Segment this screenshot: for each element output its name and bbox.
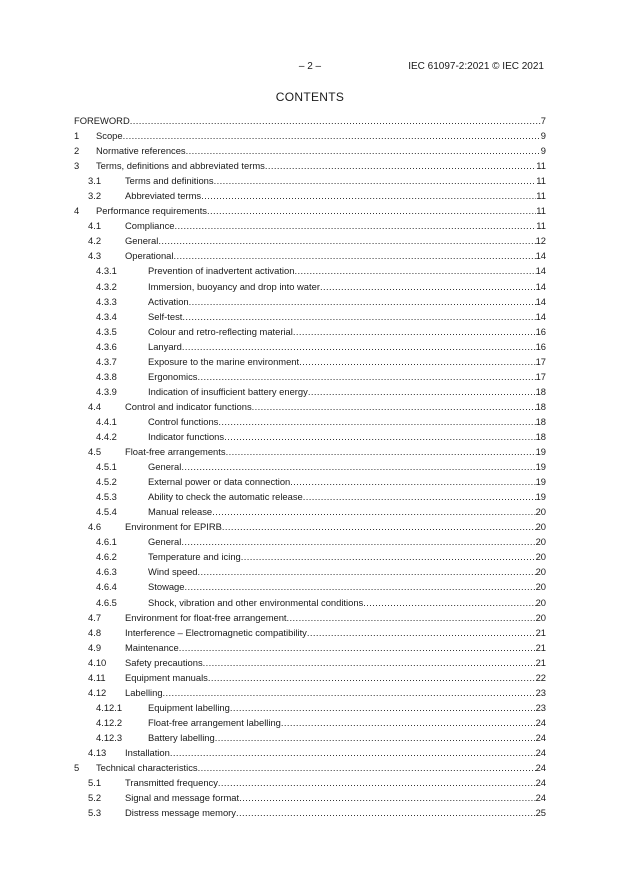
toc-dot-leader [175,218,537,233]
toc-dot-leader [303,489,536,504]
toc-entry[interactable] [74,188,546,203]
toc-entry-page: 14 [535,265,546,277]
toc-entry-page: 9 [540,145,546,157]
contents-title: CONTENTS [275,90,345,104]
toc-entry[interactable] [74,429,546,444]
toc-entry-title: Shock, vibration and other environmental conditions [148,596,364,608]
toc-entry[interactable] [74,805,546,820]
toc-entry-title: Manual release [148,506,213,518]
toc-entry-page: 21 [535,641,546,653]
toc-entry[interactable] [74,625,546,640]
toc-entry-number: 4.13 [88,746,107,758]
toc-entry-title: Immersion, buoyancy and drop into water [148,280,320,292]
toc-dot-leader [214,173,537,188]
toc-entry-page: 20 [535,551,546,563]
toc-entry-number: 4.4.2 [96,430,117,442]
toc-entry[interactable] [74,158,546,173]
toc-dot-leader [203,655,536,670]
toc-entry-number: 3.1 [88,175,102,187]
toc-entry-number: 4.5.2 [96,476,117,488]
toc-entry-number: 4.3 [88,250,102,262]
toc-entry-title: General [125,235,159,247]
toc-entry-number: 3 [74,160,80,172]
toc-entry-title: Prevention of inadvertent activation [148,265,295,277]
toc-entry[interactable] [74,489,546,504]
toc-dot-leader [198,760,536,775]
toc-entry-number: 4.6.4 [96,581,117,593]
toc-dot-leader [239,790,535,805]
toc-entry[interactable] [74,730,546,745]
toc-entry-page: 16 [535,325,546,337]
toc-entry-title: Equipment labelling [148,701,230,713]
toc-entry-number: 4.4 [88,400,102,412]
toc-entry-title: Maintenance [125,641,179,653]
toc-entry-number: 4.5.1 [96,461,117,473]
toc-entry-page: 24 [535,792,546,804]
toc-entry[interactable] [74,279,546,294]
toc-entry-number: 4.5.4 [96,506,117,518]
toc-dot-leader [363,595,535,610]
toc-entry-title: Environment for float-free arrangement [125,611,287,623]
toc-entry[interactable] [74,790,546,805]
toc-entry-number: 4.3.5 [96,325,117,337]
toc-entry-page: 21 [535,626,546,638]
toc-dot-leader [201,188,536,203]
toc-dot-leader [207,203,536,218]
toc-entry-page: 20 [535,536,546,548]
document-id: IEC 61097-2:2021 © IEC 2021 [408,61,544,72]
toc-entry-number: 4.12.2 [96,716,123,728]
toc-dot-leader [184,579,535,594]
toc-entry-title: Terms, definitions and abbreviated terms [96,160,265,172]
toc-dot-leader [230,700,536,715]
toc-dot-leader [241,549,536,564]
toc-entry-title: Environment for EPIRB [125,521,222,533]
toc-dot-leader [182,309,535,324]
toc-entry-number: 5.1 [88,777,102,789]
toc-entry-page: 14 [535,250,546,262]
toc-entry-title: Float-free arrangements [125,446,226,458]
toc-entry-page: 11 [536,175,546,187]
toc-entry-page: 14 [535,295,546,307]
toc-entry[interactable] [74,113,546,128]
toc-entry-page: 20 [535,506,546,518]
toc-entry-number: 4.3.2 [96,280,117,292]
toc-entry[interactable] [74,760,546,775]
toc-entry[interactable] [74,444,546,459]
toc-entry-page: 19 [535,476,546,488]
toc-entry-title: Float-free arrangement labelling [148,716,281,728]
toc-entry[interactable] [74,128,546,143]
toc-entry-number: 4.6 [88,521,102,533]
toc-entry-number: 4.11 [88,671,106,683]
toc-entry[interactable] [74,399,546,414]
toc-entry-title: General [148,461,182,473]
toc-dot-leader [287,610,536,625]
toc-entry[interactable] [74,459,546,474]
toc-entry-number: 4.9 [88,641,102,653]
toc-entry-page: 14 [535,280,546,292]
toc-entry-number: 4.5.3 [96,491,117,503]
toc-entry-page: 20 [535,581,546,593]
toc-entry-page: 11 [536,190,546,202]
toc-entry[interactable] [74,700,546,715]
toc-entry-title: Distress message memory [125,807,236,819]
toc-dot-leader [307,625,536,640]
toc-entry-page: 7 [540,115,546,126]
toc-entry[interactable] [74,745,546,760]
toc-entry-number: 1 [74,130,80,142]
toc-entry-number: 5.2 [88,792,102,804]
toc-entry-page: 11 [536,220,546,232]
toc-entry[interactable] [74,549,546,564]
toc-entry-number: 4.3.3 [96,295,117,307]
toc-entry-number: 4.3.1 [96,265,117,277]
toc-entry[interactable] [74,369,546,384]
toc-entry-number: 4.6.5 [96,596,117,608]
toc-entry-page: 24 [535,777,546,789]
toc-entry-number: 4.6.3 [96,566,117,578]
toc-entry-number: 5 [74,762,80,774]
toc-entry-page: 9 [540,130,546,142]
toc-entry-title: External power or data connection [148,476,291,488]
toc-entry-page: 20 [535,611,546,623]
toc-entry[interactable] [74,564,546,579]
toc-entry-page: 21 [535,656,546,668]
toc-entry-page: 18 [535,400,546,412]
toc-entry-page: 19 [535,491,546,503]
page-number: – 2 – [298,61,322,72]
toc-entry-page: 11 [536,160,546,172]
toc-entry-title: Stowage [148,581,185,593]
toc-entry-number: 4.1 [88,220,102,232]
toc-entry-number: 4.8 [88,626,102,638]
toc-entry-page: 23 [535,701,546,713]
toc-entry-number: 4.6.2 [96,551,117,563]
toc-entry-page: 18 [535,430,546,442]
toc-dot-leader [293,324,536,339]
toc-dot-leader [170,745,536,760]
toc-entry[interactable] [74,640,546,655]
toc-entry[interactable] [74,775,546,790]
toc-dot-leader [198,369,536,384]
toc-entry-page: 18 [535,385,546,397]
toc-entry[interactable] [74,143,546,158]
toc-entry-number: 4 [74,205,80,217]
toc-dot-leader [265,158,536,173]
toc-entry-title: Labelling [125,686,163,698]
toc-dot-leader [320,279,536,294]
toc-entry-title: General [148,536,182,548]
toc-entry-number: 4.3.6 [96,340,117,352]
toc-entry-title: Ergonomics [148,370,198,382]
toc-entry-number: 4.3.9 [96,385,117,397]
toc-entry[interactable] [74,670,546,685]
toc-entry-title: Terms and definitions [125,175,214,187]
toc-entry[interactable] [74,384,546,399]
toc-entry-page: 17 [535,370,546,382]
toc-entry-number: 4.7 [88,611,102,623]
toc-dot-leader [181,459,535,474]
toc-entry-title: Self-test [148,310,183,322]
toc-entry-title: Wind speed [148,566,198,578]
toc-dot-leader [218,775,536,790]
toc-entry-title: Control functions [148,415,219,427]
toc-dot-leader [189,294,536,309]
toc-entry-title: Signal and message format [125,792,240,804]
toc-entry-page: 20 [535,566,546,578]
toc-entry-title: Operational [125,250,174,262]
toc-entry-page: 24 [535,762,546,774]
toc-entry-title: Transmitted frequency [125,777,218,789]
toc-entry[interactable] [74,324,546,339]
toc-entry-page: 24 [535,731,546,743]
toc-entry-page: 11 [536,205,546,217]
toc-entry-number: 4.3.8 [96,370,117,382]
toc-entry[interactable] [74,595,546,610]
toc-entry[interactable] [74,354,546,369]
toc-entry[interactable] [74,519,546,534]
toc-entry[interactable] [74,655,546,670]
toc-entry-number: 4.3.4 [96,310,117,322]
toc-entry[interactable] [74,263,546,278]
toc-entry-title: Activation [148,295,189,307]
toc-dot-leader [308,384,536,399]
toc-dot-leader [290,474,535,489]
toc-entry-page: 20 [535,521,546,533]
toc-entry-title: Exposure to the marine environment [148,355,300,367]
toc-entry[interactable] [74,173,546,188]
toc-dot-leader [252,399,536,414]
toc-entry-number: 5.3 [88,807,102,819]
toc-dot-leader [226,444,536,459]
toc-entry[interactable] [74,414,546,429]
toc-dot-leader [123,128,541,143]
toc-entry-page: 25 [535,807,546,819]
toc-dot-leader [182,339,536,354]
toc-entry-page: 20 [535,596,546,608]
toc-entry-number: 2 [74,145,80,157]
toc-entry-title: Abbreviated terms [125,190,202,202]
toc-entry-number: 4.3.7 [96,355,117,367]
toc-entry[interactable] [74,294,546,309]
toc-dot-leader [208,670,536,685]
toc-entry-number: 4.4.1 [96,415,117,427]
toc-entry-number: 4.2 [88,235,102,247]
toc-entry-page: 19 [535,461,546,473]
toc-entry-number: 4.5 [88,446,102,458]
toc-entry[interactable] [74,248,546,263]
toc-entry[interactable] [74,203,546,218]
toc-dot-leader [186,143,541,158]
toc-dot-leader [215,730,536,745]
toc-entry-number: 4.12.3 [96,731,123,743]
toc-entry-title: Technical characteristics [96,762,198,774]
toc-dot-leader [236,805,536,820]
toc-dot-leader [158,233,535,248]
toc-entry[interactable] [74,579,546,594]
toc-dot-leader [218,414,535,429]
toc-entry-number: 4.6.1 [96,536,117,548]
toc-entry-title: Control and indicator functions [125,400,252,412]
toc-dot-leader [163,685,536,700]
toc-entry-page: 12 [535,235,546,247]
toc-entry[interactable] [74,474,546,489]
toc-dot-leader [224,429,535,444]
toc-entry[interactable] [74,534,546,549]
toc-entry-title: Performance requirements [96,205,207,217]
toc-entry-page: 23 [535,686,546,698]
toc-entry-title: Installation [125,746,170,758]
toc-entry[interactable] [74,218,546,233]
toc-entry-title: Equipment manuals [125,671,208,683]
toc-dot-leader [130,113,541,128]
toc-entry-number: 4.12.1 [96,701,123,713]
toc-entry[interactable] [74,685,546,700]
toc-entry-title: Colour and retro-reflecting material [148,325,293,337]
toc-entry-title: Interference – Electromagnetic compatibility [125,626,307,638]
toc-dot-leader [222,519,536,534]
toc-entry-title: Normative references [96,145,186,157]
toc-entry-title: Indicator functions [148,430,225,442]
toc-entry-page: 19 [535,446,546,458]
toc-entry-page: 24 [535,746,546,758]
toc-entry-title: Compliance [125,220,175,232]
toc-entry-title: FOREWORD [74,115,130,126]
toc-entry-page: 16 [535,340,546,352]
toc-entry[interactable] [74,715,546,730]
toc-entry-number: 4.10 [88,656,107,668]
toc-entry-title: Safety precautions [125,656,203,668]
toc-entry-page: 17 [535,355,546,367]
toc-dot-leader [299,354,535,369]
table-of-contents [74,113,546,820]
toc-entry-title: Battery labelling [148,731,215,743]
toc-dot-leader [212,504,535,519]
toc-entry-page: 24 [535,716,546,728]
toc-dot-leader [294,263,535,278]
toc-entry[interactable] [74,339,546,354]
toc-dot-leader [173,248,535,263]
toc-entry-number: 3.2 [88,190,102,202]
toc-entry-page: 18 [535,415,546,427]
toc-dot-leader [198,564,536,579]
toc-dot-leader [179,640,536,655]
toc-entry-title: Lanyard [148,340,182,352]
toc-entry[interactable] [74,309,546,324]
toc-entry-title: Temperature and icing [148,551,241,563]
toc-entry-number: 4.12 [88,686,107,698]
toc-dot-leader [181,534,535,549]
toc-entry-title: Scope [96,130,123,142]
toc-entry-title: Indication of insufficient battery energy [148,385,308,397]
toc-entry-title: Ability to check the automatic release [148,491,303,503]
toc-dot-leader [281,715,536,730]
toc-entry-page: 22 [535,671,546,683]
toc-entry-page: 14 [535,310,546,322]
toc-entry[interactable] [74,610,546,625]
toc-entry[interactable] [74,233,546,248]
toc-entry[interactable] [74,504,546,519]
